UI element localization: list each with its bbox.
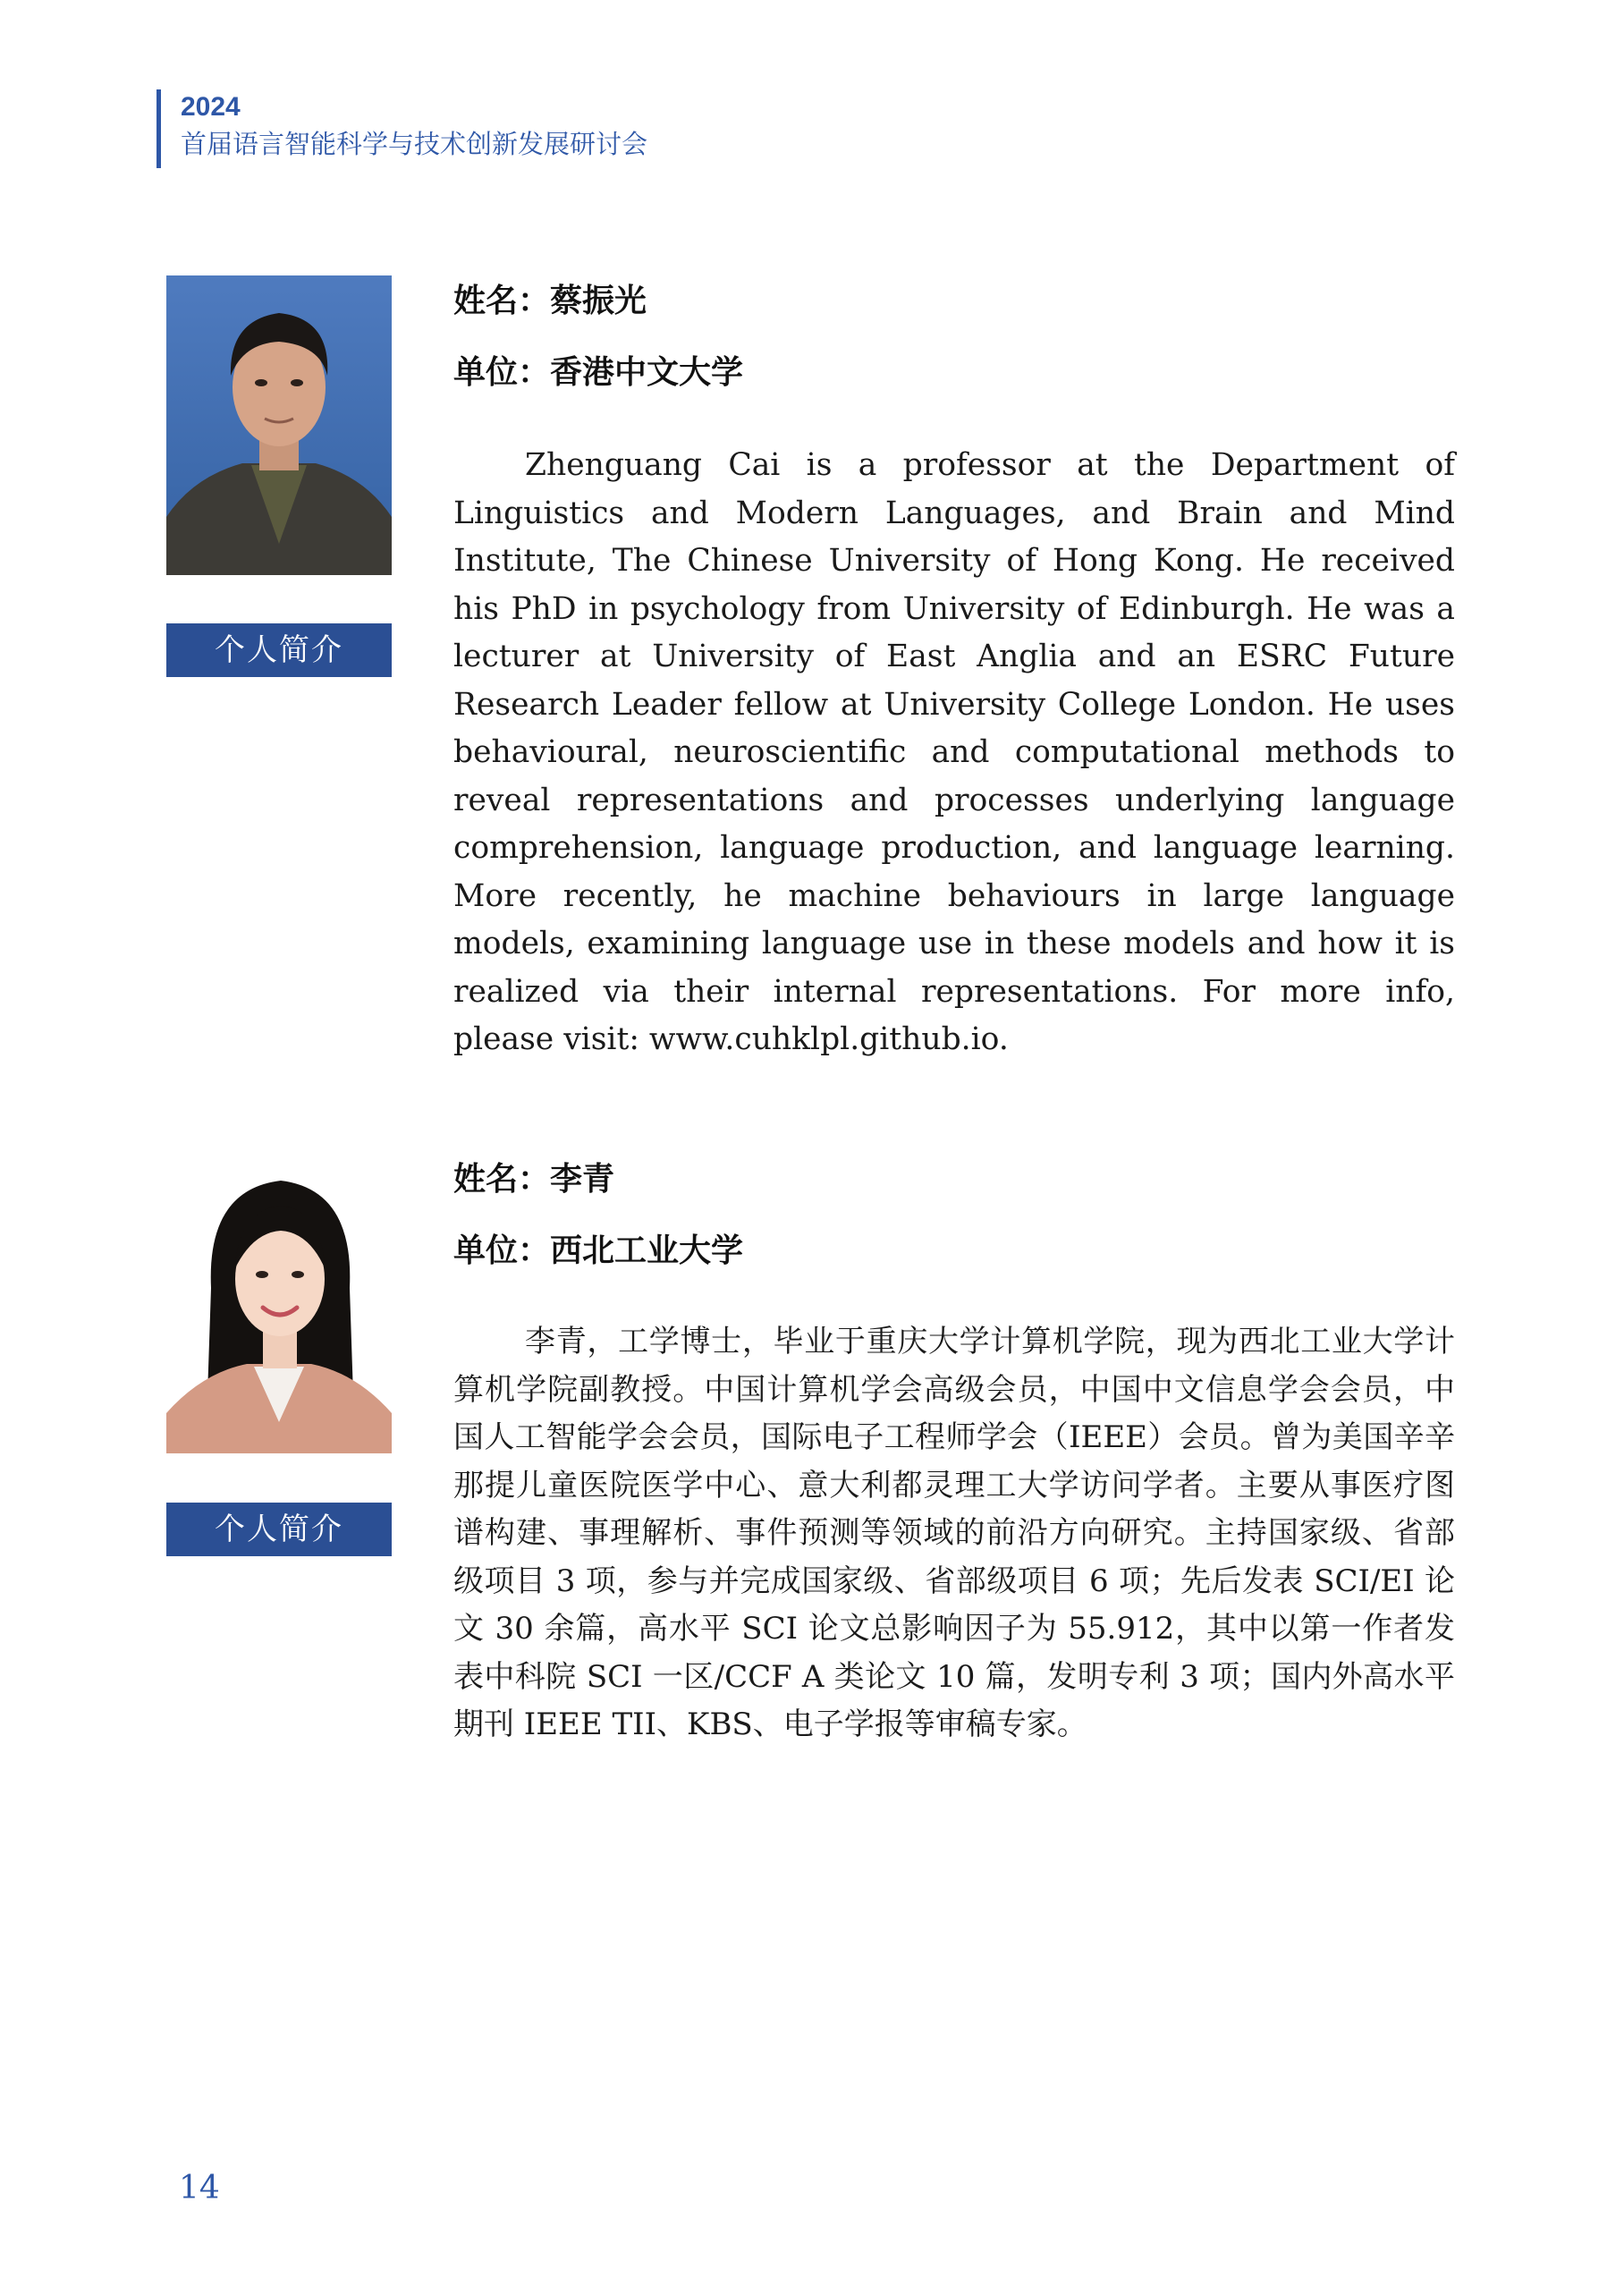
profile-photo-1 (166, 275, 392, 575)
document-header (156, 89, 647, 168)
page-number: 14 (179, 2170, 220, 2206)
profile-organization-1: 单位：香港中文大学 (453, 354, 744, 391)
profile-name-2: 姓名：李青 (453, 1161, 615, 1198)
profile-bio-2: 李青，工学博士，毕业于重庆大学计算机学院，现为西北工业大学计算机学院副教授。中国计算机学会高级会员，中国中文信息学会会员，中国人工智能学会会员，国际电子工程师学会（IEEE）会员。曾为美国辛辛那提儿童医院医学中心、意大利都灵理工大学访问学者。主要从事医疗图谱构建、事理解析、事件预测等领域的前沿方向研究。主持国家级、省部级项目 3 项，参与并完成国家级、省部级项目 6 项；先后发表 SCI/EI 论文 30 余篇，高水平 SCI 论文总影响因子为 55.912，其中以第一作者发表中科院 SCI 一区/CCF A 类论文 10 篇，发明专利 3 项；国内外高水平期刊 IEEE TII、KBS、电子学报等审稿专家。 (453, 1324, 1455, 1742)
profile-badge-1: 个人简介 (166, 623, 392, 677)
profile-photo-2 (166, 1154, 392, 1453)
header-year: 2024 (181, 92, 241, 122)
profile-bio-1: Zhenguang Cai is a professor at the Department of Linguistics and Modern Languages, and Brain and Mind Institute, The Chinese University of Hong Kong. He received his PhD in psychology from University of Edinburgh. He was a lecturer at University of East Anglia and an ESRC Future Research Leader fellow at University College London. He uses behavioural, neuroscientific and computational methods to reveal representations and processes underlying language comprehension, language production, and language learning. More recently, he machine behaviours in large language models, examining language use in these models and how it is realized via their internal representations. For more info, please visit: www.cuhklpl.github.io. (453, 447, 1455, 1057)
header-title: 首届语言智能科学与技术创新发展研讨会 (181, 129, 648, 159)
profile-badge-2: 个人简介 (166, 1503, 392, 1556)
profile-name-1: 姓名：蔡振光 (453, 283, 647, 319)
profile-organization-2: 单位：西北工业大学 (453, 1232, 744, 1269)
